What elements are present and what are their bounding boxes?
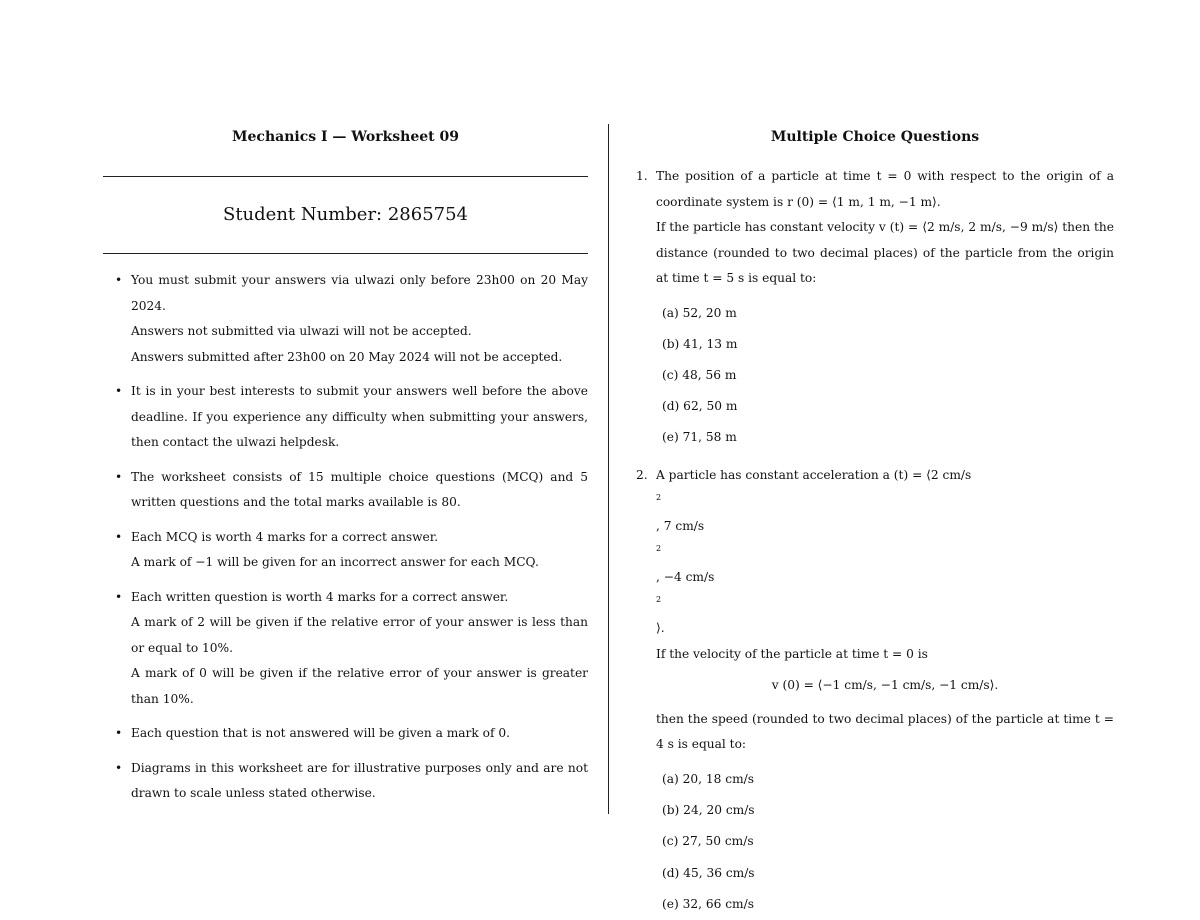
question-2 xyxy=(636,463,1114,919)
student-number: Student Number: 2865754 xyxy=(222,204,469,225)
instruction-line: A mark of 2 will be given if the relative error of your answer is less than or equal to 10%. xyxy=(131,615,588,655)
instruction-item xyxy=(103,465,588,516)
instruction-line: Answers not submitted via ulwazi will not be accepted. xyxy=(131,324,472,338)
instruction-item xyxy=(103,268,588,370)
instruction-line: • The worksheet consists of 15 multiple choice questions (MCQ) and 5 written questions and the total marks available is 80. xyxy=(131,469,588,509)
instruction-line: A mark of 0 will be given if the relative error of your answer is greater than 10%. xyxy=(131,666,588,706)
question-line: The position of a particle at time t = 0 with respect to the origin of a coordinate system is r (0) = ⟨1 m, 1 m, −1 m⟩. xyxy=(656,169,1114,209)
question-text xyxy=(656,463,1114,758)
option-b[interactable]: (b) 41, 13 m xyxy=(662,336,738,351)
instruction-line: • You must submit your answers via ulwazi only before 23h00 on 20 May 2024. xyxy=(131,273,588,313)
column-divider xyxy=(608,124,609,814)
question-text xyxy=(656,164,1114,292)
superscript: 2 xyxy=(656,594,662,604)
options-list xyxy=(662,298,1114,454)
option-a[interactable]: (a) 20, 18 cm/s xyxy=(662,771,755,786)
instruction-item xyxy=(103,525,588,576)
left-column xyxy=(103,124,588,816)
options-list xyxy=(662,764,1114,920)
instruction-line: • Each question that is not answered will be given a mark of 0. xyxy=(131,726,510,740)
superscript: 2 xyxy=(656,492,662,502)
option-d[interactable]: (d) 62, 50 m xyxy=(662,399,738,414)
accel-part-3: , −4 cm/s xyxy=(656,570,715,585)
velocity-equation: v (0) = ⟨−1 cm/s, −1 cm/s, −1 cm/s⟩. xyxy=(771,678,999,693)
section-title: Multiple Choice Questions xyxy=(770,129,980,145)
question-line: then the speed (rounded to two decimal places) of the particle at time t = 4 s is equal to: xyxy=(656,711,1114,752)
instruction-line: A mark of −1 will be given for an incorrect answer for each MCQ. xyxy=(131,555,539,569)
accel-part-4: ⟩. xyxy=(656,621,665,636)
question-number: 1. xyxy=(636,169,648,183)
rule-bottom xyxy=(103,253,588,254)
question-1 xyxy=(636,164,1114,453)
accel-part-2: , 7 cm/s xyxy=(656,519,705,534)
option-e[interactable]: (e) 32, 66 cm/s xyxy=(662,896,754,911)
option-e[interactable]: (e) 71, 58 m xyxy=(662,430,737,445)
question-line: If the velocity of the particle at time t = 0 is xyxy=(656,646,928,661)
superscript: 2 xyxy=(656,543,662,553)
instructions-list xyxy=(103,268,588,807)
instruction-line: • Diagrams in this worksheet are for illustrative purposes only and are not drawn to scale unless stated otherwise. xyxy=(131,760,588,800)
accel-part-1: A particle has constant acceleration a (t) = ⟨2 cm/s xyxy=(656,468,972,483)
question-line: If the particle has constant velocity v (t) = ⟨2 m/s, 2 m/s, −9 m/s⟩ then the distance (rounded to two decimal places) of the particle from the origin at time t = 5 s is equal to: xyxy=(656,220,1114,285)
instruction-item xyxy=(103,585,588,713)
option-c[interactable]: (c) 27, 50 cm/s xyxy=(662,834,754,849)
right-column xyxy=(636,124,1114,920)
option-c[interactable]: (c) 48, 56 m xyxy=(662,367,737,382)
worksheet-title: Mechanics I — Worksheet 09 xyxy=(232,129,459,145)
option-a[interactable]: (a) 52, 20 m xyxy=(662,305,737,320)
instruction-line: • Each written question is worth 4 marks for a correct answer. xyxy=(131,589,509,604)
instruction-line: • Each MCQ is worth 4 marks for a correct answer. xyxy=(131,529,439,544)
option-d[interactable]: (d) 45, 36 cm/s xyxy=(662,865,755,880)
instruction-item xyxy=(103,379,588,456)
instruction-item xyxy=(103,756,588,807)
question-line xyxy=(656,463,1114,642)
instruction-line: • It is in your best interests to submit your answers well before the above deadline. If you experience any difficulty when submitting your answers, then contact the ulwazi helpdesk. xyxy=(131,384,588,449)
instruction-item xyxy=(103,721,588,747)
instruction-line: Answers submitted after 23h00 on 20 May 2024 will not be accepted. xyxy=(131,349,563,364)
question-number: 2. xyxy=(636,468,648,483)
option-b[interactable]: (b) 24, 20 cm/s xyxy=(662,803,755,818)
